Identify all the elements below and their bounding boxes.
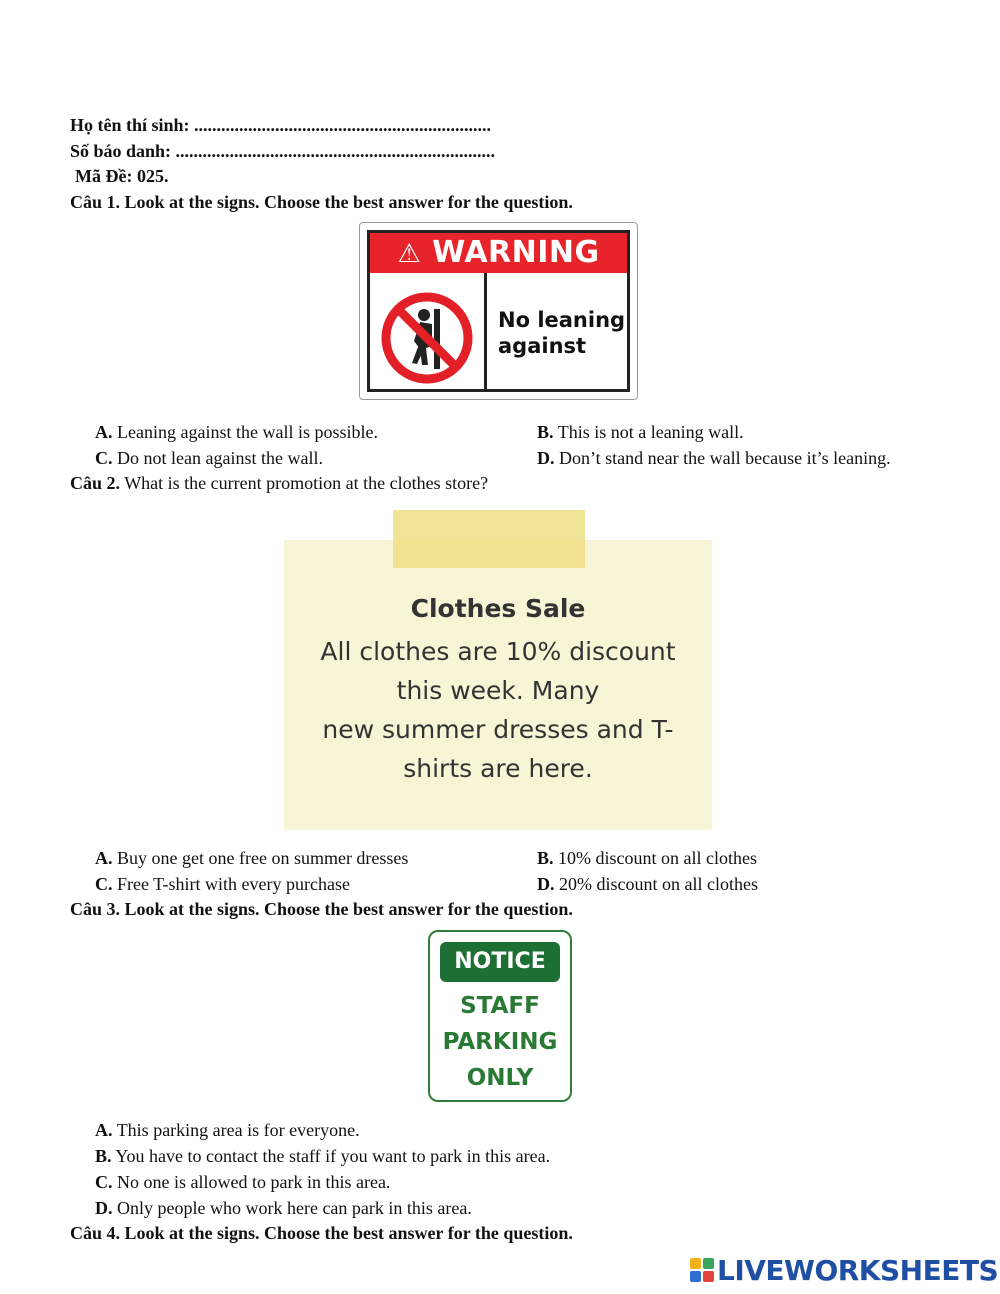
option-text: No one is allowed to park in this area. xyxy=(117,1172,391,1192)
candidate-name-line: Họ tên thí sinh: .................................................................. xyxy=(70,115,492,135)
warning-text-line-2: against xyxy=(498,334,587,358)
option-text: Leaning against the wall is possible. xyxy=(117,422,378,442)
option-letter: B. xyxy=(537,422,554,442)
sale-note-title: Clothes Sale xyxy=(410,594,586,623)
option-text: Don’t stand near the wall because it’s leaning. xyxy=(559,448,891,468)
sale-note-body xyxy=(284,632,712,788)
question-1-prompt: Câu 1. Look at the signs. Choose the best answer for the question. xyxy=(70,192,573,212)
no-leaning-icon xyxy=(380,291,474,385)
warning-text-line-1: No leaning xyxy=(498,308,626,332)
option-letter: C. xyxy=(95,874,113,894)
option-letter: A. xyxy=(95,1120,113,1140)
option-letter: D. xyxy=(95,1198,113,1218)
option-text: Buy one get one free on summer dresses xyxy=(117,848,409,868)
sale-note-line: shirts are here. xyxy=(403,754,593,783)
q2-option-c[interactable] xyxy=(95,873,350,895)
option-text: This parking area is for everyone. xyxy=(116,1120,360,1140)
notice-line: ONLY xyxy=(466,1065,534,1091)
q1-option-c[interactable] xyxy=(95,447,323,469)
q2-option-a[interactable] xyxy=(95,847,408,869)
candidate-id-line: Số báo danh: ....................................................................... xyxy=(70,141,496,161)
option-text: 20% discount on all clothes xyxy=(559,874,758,894)
option-letter: A. xyxy=(95,848,113,868)
q2-option-d[interactable] xyxy=(537,873,758,895)
warning-triangle-icon: ⚠ xyxy=(397,239,422,269)
notice-line: PARKING xyxy=(442,1029,558,1055)
warning-sign-image xyxy=(359,222,638,400)
q2-option-b[interactable] xyxy=(537,847,757,869)
question-4-prompt: Câu 4. Look at the signs. Choose the best answer for the question. xyxy=(70,1223,573,1243)
q1-option-a[interactable] xyxy=(95,421,378,443)
notice-sign-image xyxy=(428,930,572,1102)
warning-header xyxy=(370,233,627,273)
notice-line: STAFF xyxy=(460,993,540,1019)
option-text: Do not lean against the wall. xyxy=(117,448,323,468)
q3-option-d[interactable] xyxy=(95,1197,472,1219)
liveworksheets-logo-icon xyxy=(690,1258,714,1282)
warning-header-text: WARNING xyxy=(432,235,600,270)
sale-note-line: this week. Many xyxy=(396,676,600,705)
option-text: This is not a leaning wall. xyxy=(557,422,744,442)
option-text: Free T-shirt with every purchase xyxy=(117,874,350,894)
question-2-prompt xyxy=(70,472,488,494)
option-letter: C. xyxy=(95,1172,113,1192)
option-text: Only people who work here can park in this area. xyxy=(117,1198,472,1218)
question-3-prompt: Câu 3. Look at the signs. Choose the best answer for the question. xyxy=(70,899,573,919)
q3-option-a[interactable] xyxy=(95,1119,360,1141)
sale-note-line: All clothes are 10% discount xyxy=(320,637,676,666)
option-text: You have to contact the staff if you want to park in this area. xyxy=(115,1146,551,1166)
q3-option-b[interactable] xyxy=(95,1145,550,1167)
notice-header: NOTICE xyxy=(440,942,560,982)
liveworksheets-logo[interactable] xyxy=(690,1254,998,1286)
note-tape xyxy=(393,510,585,568)
q3-option-c[interactable] xyxy=(95,1171,390,1193)
q1-option-b[interactable] xyxy=(537,421,744,443)
q1-option-d[interactable] xyxy=(537,447,891,469)
option-letter: D. xyxy=(537,874,555,894)
option-letter: A. xyxy=(95,422,113,442)
warning-sign-text xyxy=(498,307,625,359)
notice-body xyxy=(430,988,570,1096)
exam-code: Mã Đề: 025. xyxy=(75,166,169,186)
sale-note-line: new summer dresses and T- xyxy=(322,715,674,744)
question-2-text: What is the current promotion at the clothes store? xyxy=(120,473,489,493)
liveworksheets-logo-text: LIVEWORKSHEETS xyxy=(717,1253,999,1287)
question-2-label: Câu 2. xyxy=(70,473,121,493)
option-letter: C. xyxy=(95,448,113,468)
option-text: 10% discount on all clothes xyxy=(558,848,757,868)
warning-divider xyxy=(484,273,487,389)
option-letter: B. xyxy=(537,848,554,868)
option-letter: D. xyxy=(537,448,555,468)
option-letter: B. xyxy=(95,1146,112,1166)
